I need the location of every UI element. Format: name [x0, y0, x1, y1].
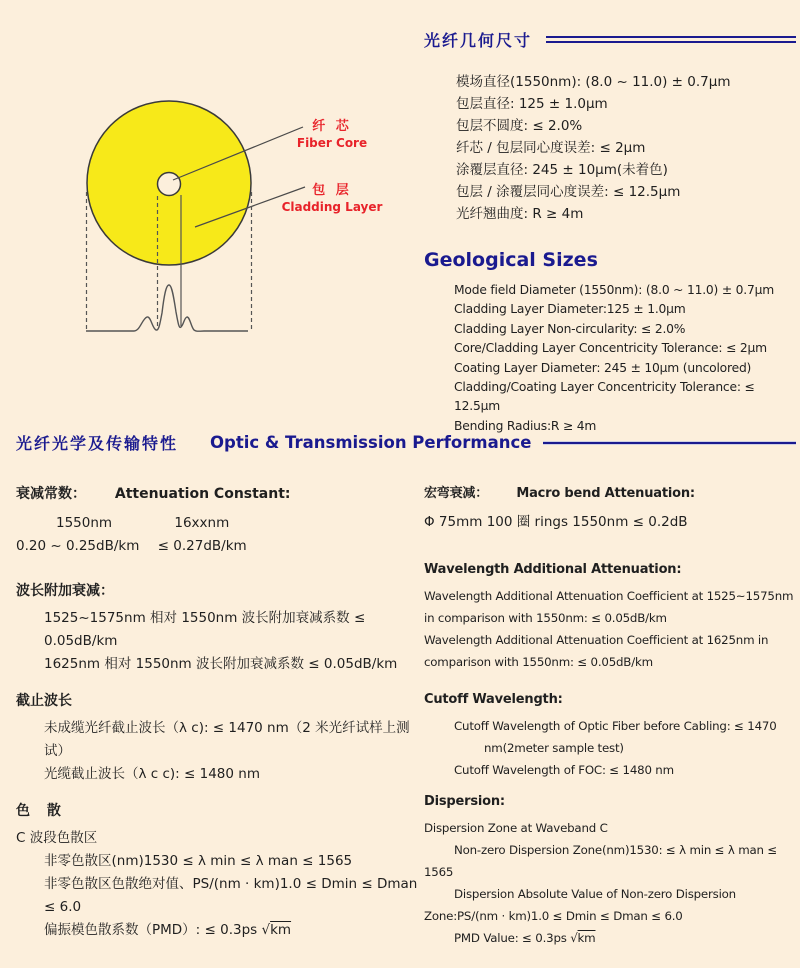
cutoff-wavelength-section-zh: [16, 690, 420, 786]
attenuation-constant-heading-zh: 衰减常数：: [16, 486, 86, 502]
geometry-item-zh: 涂覆层直径: 245 ± 10μm(未着色): [456, 162, 668, 178]
attenuation-wavelength-16xx: 16xxnm: [174, 515, 230, 531]
attenuation-value-row: [16, 535, 420, 558]
pmd-text-en: PMD Value: ≤ 0.3ps √: [454, 931, 578, 945]
wavelength-attenuation-para2-en: Wavelength Additional Attenuation Coefficient at 1625nm in comparison with 1550nm: ≤ 0.05dB/km: [424, 633, 769, 669]
dispersion-subtitle-en: Dispersion Zone at Waveband C: [424, 821, 608, 835]
cutoff-wavelength-heading-en: Cutoff Wavelength:: [424, 692, 563, 707]
macro-bend-value: Φ 75mm 100 圈 rings 1550nm ≤ 0.2dB: [424, 514, 688, 530]
cutoff-cable-para-en: Cutoff Wavelength of FOC: ≤ 1480 nm: [454, 763, 674, 777]
wavelength-attenuation-section-zh: [16, 580, 420, 676]
pmd-text-zh: 偏振模色散系数（PMD）: ≤ 0.3ps √: [44, 922, 271, 938]
wavelength-attenuation-heading-en: Wavelength Additional Attenuation:: [424, 562, 682, 577]
dispersion-zone-para-zh: 非零色散区(nm)1530 ≤ λ min ≤ λ man ≤ 1565: [44, 853, 353, 869]
fiber-core-circle: [158, 173, 181, 196]
geometry-item-en: Coating Layer Diameter: 245 ± 10μm (uncolored): [454, 360, 752, 375]
macro-bend-section: [424, 483, 796, 533]
cutoff-fiber-para-en: Cutoff Wavelength of Optic Fiber before Cabling: ≤ 1470 nm(2meter sample test): [454, 719, 777, 755]
geometry-item-zh: 包层不圆度: ≤ 2.0%: [456, 118, 583, 134]
dispersion-subtitle-zh: C 波段色散区: [16, 830, 98, 846]
performance-title-zh: 光纤光学及传输特性: [16, 434, 179, 453]
wavelength-attenuation-para2-zh: 1625nm 相对 1550nm 波长附加衰减系数 ≤ 0.05dB/km: [44, 656, 398, 672]
geometry-item-zh: 包层直径: 125 ± 1.0μm: [456, 96, 608, 112]
dispersion-zone-para-en: Non-zero Dispersion Zone(nm)1530: ≤ λ min ≤ λ man ≤ 1565: [424, 843, 778, 879]
performance-title-rule: [543, 441, 796, 445]
cutoff-wavelength-section-en: [424, 689, 796, 781]
attenuation-constant-heading: [16, 483, 420, 506]
geometry-title-en: Geological Sizes: [424, 249, 598, 271]
right-column: [424, 483, 796, 949]
performance-title-en: Optic & Transmission Performance: [210, 433, 532, 452]
left-column: [16, 483, 420, 942]
geometry-title-row: [424, 28, 796, 51]
pmd-line-zh: [16, 919, 420, 942]
geometry-title-zh: 光纤几何尺寸: [424, 31, 533, 50]
geometry-item-zh: 模场直径(1550nm): (8.0 ~ 11.0) ± 0.7μm: [456, 74, 731, 90]
geometry-list-en: [424, 281, 796, 436]
geometry-block: [424, 28, 796, 436]
geometry-item-en: Bending Radius:R ≥ 4m: [454, 418, 597, 433]
dispersion-absolute-para-zh: 非零色散区色散绝对值、PS/(nm · km)1.0 ≤ Dmin ≤ Dman ≤ 6.0: [44, 876, 418, 915]
dispersion-section-en: [424, 791, 796, 949]
wavelength-attenuation-para1-en: Wavelength Additional Attenuation Coefficient at 1525~1575nm in comparison with 1550nm: ≤ 0.05dB/km: [424, 589, 794, 625]
attenuation-constant-heading-en: Attenuation Constant:: [114, 486, 291, 502]
macro-bend-heading-en: Macro bend Attenuation:: [516, 486, 695, 501]
dispersion-absolute-para-en: Dispersion Absolute Value of Non-zero Dispersion Zone:PS/(nm · km)1.0 ≤ Dmin ≤ Dman ≤ 6.0: [424, 887, 736, 923]
pmd-line-en: [424, 927, 796, 949]
pmd-sqrt-km-zh: km: [270, 922, 292, 938]
cutoff-fiber-para-zh: 未成缆光纤截止波长（λ c): ≤ 1470 nm（2 米光纤试样上测试）: [44, 720, 410, 759]
geometry-item-zh: 纤芯 / 包层同心度误差: ≤ 2μm: [456, 140, 646, 156]
wavelength-attenuation-heading-zh: 波长附加衰减：: [16, 583, 114, 599]
fiber-core-label-zh: 纤 芯: [312, 119, 352, 134]
attenuation-wavelength-row: [16, 512, 420, 535]
performance-header: [16, 431, 796, 454]
cladding-label-en: Cladding Layer: [281, 200, 383, 214]
fiber-core-label-en: Fiber Core: [296, 136, 368, 150]
dispersion-section-zh: [16, 800, 420, 942]
wavelength-attenuation-para1-zh: 1525~1575nm 相对 1550nm 波长附加衰减系数 ≤ 0.05dB/km: [44, 610, 366, 649]
geometry-item-en: Cladding/Coating Layer Concentricity Tolerance: ≤ 12.5μm: [454, 380, 755, 414]
attenuation-value-1550: 0.20 ~ 0.25dB/km: [16, 538, 140, 554]
dispersion-heading-en: Dispersion:: [424, 794, 505, 809]
attenuation-constant-section: [16, 483, 420, 558]
cladding-label-zh: 包 层: [312, 183, 352, 198]
cutoff-wavelength-heading-zh: 截止波长: [16, 693, 72, 709]
geometry-title-rule: [546, 36, 796, 43]
geometry-item-en: Core/Cladding Layer Concentricity Tolerance: ≤ 2μm: [454, 341, 767, 356]
macro-bend-heading: [424, 483, 796, 505]
geometry-item-en: Cladding Layer Non-circularity: ≤ 2.0%: [454, 321, 686, 336]
refractive-index-profile-curve: [86, 285, 248, 331]
attenuation-value-16xx: ≤ 0.27dB/km: [157, 538, 247, 554]
wavelength-attenuation-section-en: [424, 559, 796, 673]
macro-bend-heading-zh: 宏弯衰减：: [424, 486, 489, 501]
geometry-item-en: Cladding Layer Diameter:125 ± 1.0μm: [454, 302, 686, 317]
geometry-item-en: Mode field Diameter (1550nm): (8.0 ~ 11.0) ± 0.7μm: [454, 283, 775, 297]
attenuation-wavelength-1550: 1550nm: [56, 515, 113, 531]
geometry-list-zh: [424, 71, 796, 225]
dispersion-heading-zh: 色 散: [16, 803, 67, 819]
pmd-sqrt-km-en: km: [577, 931, 596, 945]
geometry-item-zh: 包层 / 涂覆层同心度误差: ≤ 12.5μm: [456, 184, 681, 200]
geometry-item-zh: 光纤翘曲度: R ≥ 4m: [456, 206, 584, 222]
cutoff-cable-para-zh: 光缆截止波长（λ c c): ≤ 1480 nm: [44, 766, 260, 782]
